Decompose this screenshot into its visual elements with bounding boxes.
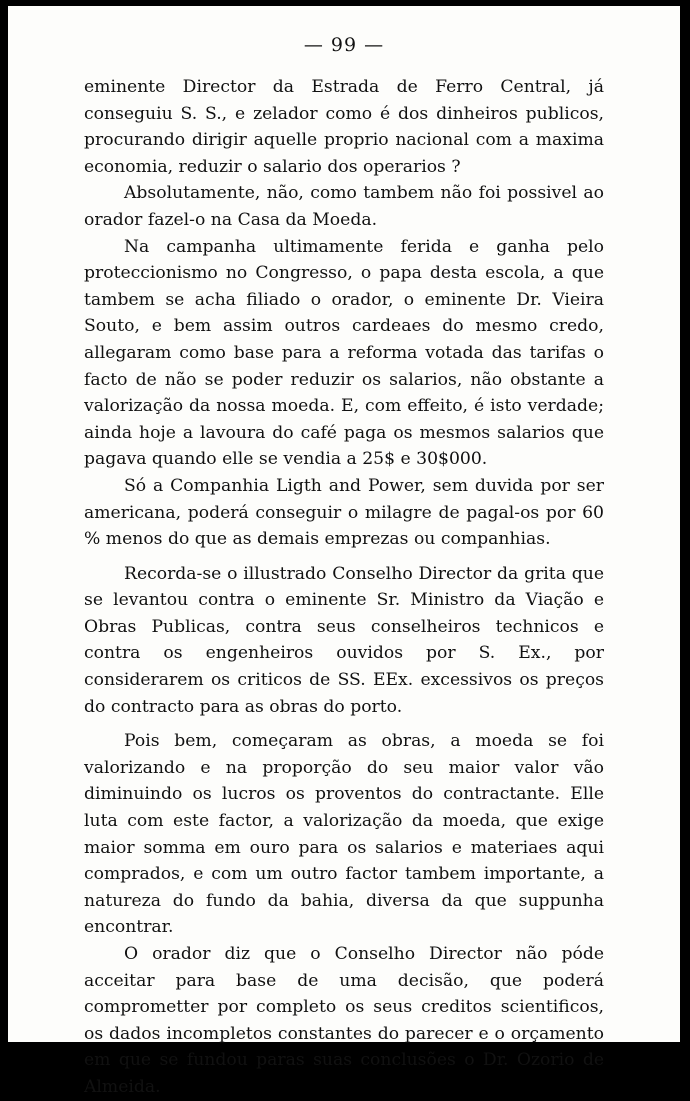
paragraph-gap bbox=[84, 720, 604, 728]
paragraph-5: Recorda-se o illustrado Conselho Director da grita que se levantou contra o eminente Sr. Ministro da Viação e Obras Publicas, contra seus conselheiros technicos e contra os engenheiros ouvidos por S. Ex., por considerarem os criticos de SS. EEx. excessivos os preços do contracto para as obras do porto. bbox=[84, 563, 604, 717]
document-page bbox=[8, 6, 680, 1097]
paragraph-7: O orador diz que o Conselho Director não póde acceitar para base de uma decisão, que poderá comprometter por completo os seus creditos scientificos, os dados incompletos constantes do parecer e o orçamento em que se fundou paras suas conclusões o Dr. Ozorio de Almeida. bbox=[84, 944, 604, 1097]
paragraph-1: eminente Director da Estrada de Ferro Central, já conseguiu S. S., e zelador como é dos dinheiros publicos, procurando dirigir aquelle proprio nacional com a maxima economia, reduzir o salario dos operarios ? bbox=[84, 77, 604, 177]
paragraph-gap bbox=[84, 553, 604, 561]
paragraph-6: Pois bem, começaram as obras, a moeda se foi valorizando e na proporção do seu maior valor vão diminuindo os lucros os proventos do contractante. Elle luta com este factor, a valorização da moeda, que exige maior somma em ouro para os salarios e materiaes aqui comprados, e com um outro factor tambem importante, a natureza do fundo da bahia, diversa da que suppunha encontrar. bbox=[84, 731, 604, 938]
paragraph-2: Absolutamente, não, como tambem não foi possivel ao orador fazel-o na Casa da Moeda. bbox=[84, 183, 604, 230]
page-number: — 99 — bbox=[303, 34, 385, 56]
paragraph-4: Só a Companhia Ligth and Power, sem duvida por ser americana, poderá conseguir o milagre de pagal-os por 60 % menos do que as demais emprezas ou companhias. bbox=[84, 475, 604, 550]
paragraph-3: Na campanha ultimamente ferida e ganha pelo proteccionismo no Congresso, o papa desta escola, a que tambem se acha filiado o orador, o eminente Dr. Vieira Souto, e bem assim outros cardeaes do mesmo credo, allegaram como base para a reforma votada das tarifas o facto de não se poder reduzir os salarios, não obstante a valorização da nossa moeda. E, com effeito, é isto verdade; ainda hoje a lavoura do café paga os mesmos salarios que pagava quando elle se vendia a 25$ e 30$000. bbox=[84, 236, 604, 470]
body-text bbox=[84, 74, 604, 1101]
